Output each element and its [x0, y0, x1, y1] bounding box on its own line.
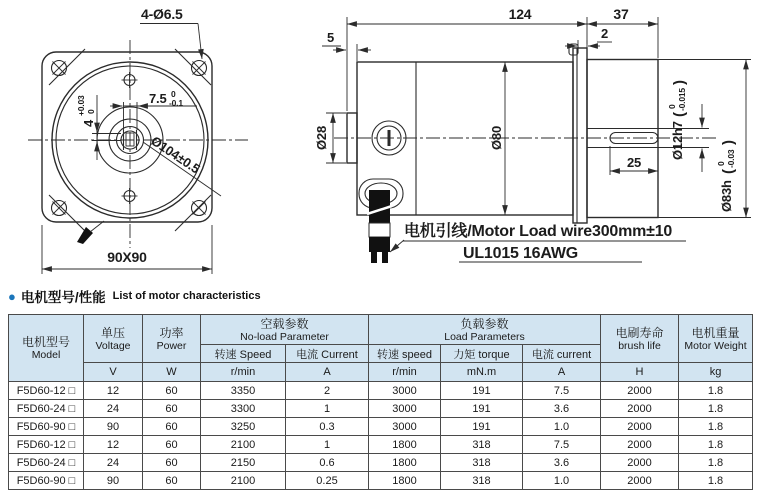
- dim-label: 4-Ø6.5: [141, 6, 183, 22]
- cell: 12: [84, 436, 143, 454]
- svg-text:0: 0: [716, 161, 726, 166]
- cell: 1.8: [679, 436, 753, 454]
- group-header-load: 负载参数 Load Parameters: [369, 315, 601, 345]
- cell: 2000: [601, 454, 679, 472]
- front-view: [28, 6, 248, 274]
- svg-text:(: (: [671, 112, 688, 117]
- svg-text:Ø12h7: Ø12h7: [670, 121, 685, 160]
- svg-text:5: 5: [327, 30, 335, 45]
- cell: 12: [84, 382, 143, 400]
- corner-hole: [192, 201, 207, 216]
- cell: 1.8: [679, 472, 753, 490]
- svg-text:-0.03: -0.03: [726, 149, 736, 168]
- subheader-load-torque: 力矩 torque: [441, 345, 523, 363]
- cell: 1800: [369, 436, 441, 454]
- screw-hole: [122, 188, 138, 204]
- col-header-model: 电机型号 Model: [9, 315, 84, 382]
- section-title: [8, 286, 261, 306]
- wire-note-line1: 电机引线/Motor Load wire300mm±10: [404, 223, 673, 240]
- model-cell: F5D60-90 □: [9, 418, 84, 436]
- subheader-noload-speed: 转速 Speed: [201, 345, 286, 363]
- unit-cell: W: [143, 363, 201, 382]
- cell: 2000: [601, 418, 679, 436]
- table-row: [9, 400, 753, 418]
- lead-wire: [359, 179, 403, 263]
- svg-text:7.5: 7.5: [149, 91, 167, 106]
- cell: 60: [143, 382, 201, 400]
- wire-note-line2: UL1015 16AWG: [463, 245, 578, 262]
- bullet-icon: ●: [8, 288, 16, 304]
- cell: 191: [441, 418, 523, 436]
- cell: 318: [441, 472, 523, 490]
- unit-cell: kg: [679, 363, 753, 382]
- unit-cell: A: [523, 363, 601, 382]
- section-title-zh: 电机型号/性能: [20, 290, 106, 305]
- col-header-power: 功率 Power: [143, 315, 201, 363]
- surface-mark: [77, 221, 104, 244]
- svg-text:Ø80: Ø80: [489, 126, 504, 150]
- cell: 2000: [601, 436, 679, 454]
- dim-shaft-step: [110, 89, 197, 130]
- cell: 318: [441, 436, 523, 454]
- cell: 7.5: [523, 436, 601, 454]
- model-cell: F5D60-12 □: [9, 382, 84, 400]
- dim-square-size: [42, 225, 212, 274]
- dim-shaft-dia: [658, 80, 709, 172]
- subheader-load-current: 电流 current: [523, 345, 601, 363]
- corner-hole: [52, 201, 67, 216]
- front-housing: [587, 60, 658, 218]
- cell: 0.6: [286, 454, 369, 472]
- cell: 0.25: [286, 472, 369, 490]
- cell: 0.3: [286, 418, 369, 436]
- cell: 2100: [201, 472, 286, 490]
- cell: 1.0: [523, 472, 601, 490]
- cell: 191: [441, 400, 523, 418]
- svg-text:37: 37: [613, 6, 629, 22]
- cell: 1.0: [523, 418, 601, 436]
- unit-cell: r/min: [369, 363, 441, 382]
- table-row: [9, 382, 753, 400]
- cell: 3000: [369, 400, 441, 418]
- svg-text:25: 25: [626, 155, 642, 170]
- table-row: [9, 436, 753, 454]
- cell: 1.8: [679, 454, 753, 472]
- cell: 3250: [201, 418, 286, 436]
- dim-body-length: [347, 6, 587, 111]
- dim-flat-length: [610, 146, 658, 175]
- svg-text:Ø83h: Ø83h: [719, 180, 734, 212]
- flange-square: [42, 52, 212, 222]
- rear-cap: [372, 121, 406, 155]
- cell: 24: [84, 454, 143, 472]
- group-header-noload: 空载参数 No-load Parameter: [201, 315, 369, 345]
- svg-text:0: 0: [667, 104, 677, 109]
- model-cell: F5D60-24 □: [9, 454, 84, 472]
- dim-flange-lip: [565, 26, 612, 58]
- svg-text:Ø104±0.5: Ø104±0.5: [148, 133, 203, 177]
- motor-spec-table: [8, 314, 753, 490]
- cell: 90: [84, 472, 143, 490]
- model-cell: F5D60-90 □: [9, 472, 84, 490]
- model-cell: F5D60-12 □: [9, 436, 84, 454]
- svg-text:90X90: 90X90: [107, 249, 147, 265]
- cell: 1800: [369, 472, 441, 490]
- col-header-voltage: 单压 Voltage: [84, 315, 143, 363]
- cell: 1: [286, 400, 369, 418]
- cell: 2150: [201, 454, 286, 472]
- unit-cell: H: [601, 363, 679, 382]
- cell: 2100: [201, 436, 286, 454]
- cell: 1800: [369, 454, 441, 472]
- cell: 60: [143, 418, 201, 436]
- cell: 2000: [601, 400, 679, 418]
- front-flange: [573, 48, 587, 223]
- cell: 3300: [201, 400, 286, 418]
- model-cell: F5D60-24 □: [9, 400, 84, 418]
- dim-boss-length: [322, 30, 371, 61]
- cell: 60: [143, 436, 201, 454]
- corner-hole: [52, 61, 67, 76]
- svg-text:(: (: [720, 169, 737, 174]
- cell: 7.5: [523, 382, 601, 400]
- cell: 1.8: [679, 418, 753, 436]
- wire-note: [390, 221, 686, 262]
- dim-body-dia: [489, 62, 505, 215]
- unit-cell: V: [84, 363, 143, 382]
- col-header-weight: 电机重量 Motor Weight: [679, 315, 753, 363]
- cell: 3.6: [523, 454, 601, 472]
- col-header-brush-life: 电刷寿命 brush life: [601, 315, 679, 363]
- table-row: [9, 472, 753, 490]
- svg-text:-0.1: -0.1: [169, 98, 183, 108]
- cell: 90: [84, 418, 143, 436]
- cell: 1.8: [679, 382, 753, 400]
- cell: 60: [143, 400, 201, 418]
- svg-text:2: 2: [601, 26, 609, 41]
- unit-cell: A: [286, 363, 369, 382]
- svg-text:+0.03: +0.03: [76, 95, 86, 116]
- cell: 2: [286, 382, 369, 400]
- cell: 1.8: [679, 400, 753, 418]
- dim-corner-holes: [140, 6, 202, 59]
- table-row: [9, 418, 753, 436]
- cell: 191: [441, 382, 523, 400]
- svg-text:): ): [671, 80, 688, 85]
- side-view: [314, 6, 751, 263]
- svg-text:Ø28: Ø28: [314, 126, 329, 150]
- unit-cell: r/min: [201, 363, 286, 382]
- cell: 60: [143, 472, 201, 490]
- cell: 3.6: [523, 400, 601, 418]
- svg-text:-0.015: -0.015: [677, 88, 687, 111]
- svg-text:124: 124: [508, 6, 532, 22]
- subheader-load-speed: 转速 speed: [369, 345, 441, 363]
- table-row: [9, 454, 753, 472]
- subheader-noload-current: 电流 Current: [286, 345, 369, 363]
- dim-front-length: [587, 6, 658, 58]
- svg-text:): ): [720, 140, 737, 145]
- cell: 2000: [601, 472, 679, 490]
- svg-text:0: 0: [171, 89, 176, 99]
- cell: 3000: [369, 418, 441, 436]
- dim-flange-circle: [143, 133, 221, 196]
- cell: 318: [441, 454, 523, 472]
- cell: 2000: [601, 382, 679, 400]
- svg-text:4: 4: [81, 119, 96, 127]
- cell: 3000: [369, 382, 441, 400]
- section-title-en: List of motor characteristics: [112, 290, 261, 302]
- cell: 3350: [201, 382, 286, 400]
- unit-cell: mN.m: [441, 363, 523, 382]
- cell: 60: [143, 454, 201, 472]
- svg-text:0: 0: [86, 109, 96, 114]
- cell: 24: [84, 400, 143, 418]
- cell: 1: [286, 436, 369, 454]
- screw-hole: [122, 72, 138, 88]
